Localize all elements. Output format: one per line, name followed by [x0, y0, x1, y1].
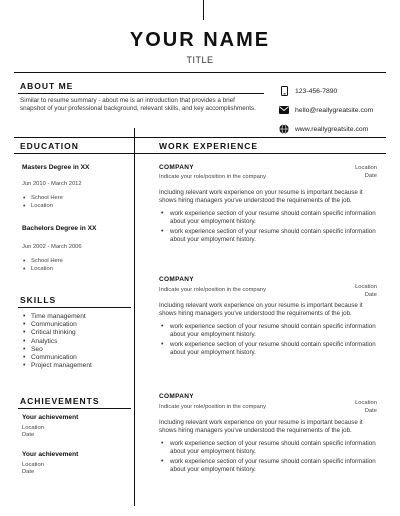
- job-location-date: [355, 283, 377, 299]
- about-text: Similar to resume summary - about me is an introduction that provides a brief snapshot of your professional background, relevant skills, and key accomplishments.: [20, 97, 256, 113]
- job-bullet: • work experience section of your resume should contain specific information about your employment history.: [159, 341, 381, 357]
- contact-phone-row: [279, 84, 394, 98]
- work-job: [159, 164, 381, 246]
- job-company: COMPANY: [159, 164, 194, 171]
- education-heading: EDUCATION: [20, 141, 79, 151]
- skill-item: • Seo: [22, 346, 132, 354]
- top-divider-line: [203, 0, 204, 20]
- header-divider: [14, 72, 386, 73]
- email-icon: [279, 105, 289, 115]
- education-degree: Masters Degree in XX: [22, 164, 90, 171]
- achievement-location: Location: [22, 462, 44, 468]
- job-bullet: • work experience section of your resume should contain specific information about your employment history.: [159, 458, 381, 474]
- resume-title: TITLE: [186, 55, 214, 65]
- work-job: [159, 276, 381, 359]
- education-entry: [22, 225, 130, 273]
- job-bullets: [159, 323, 381, 357]
- job-bullet: • work experience section of your resume should contain specific information about your employment history.: [159, 210, 381, 226]
- about-underline: [18, 93, 264, 94]
- skills-list: [22, 313, 132, 370]
- job-bullet: • work experience section of your resume should contain specific information about your employment history.: [159, 228, 381, 244]
- job-role: Indicate your role/position in the company: [159, 404, 266, 410]
- job-company: COMPANY: [159, 276, 194, 283]
- list-item: • Location: [22, 203, 130, 210]
- job-location: Location: [355, 400, 377, 406]
- job-location: Location: [355, 165, 377, 171]
- contact-email-row: [279, 103, 394, 117]
- contact-block: [279, 84, 394, 136]
- job-date: Date: [364, 173, 377, 179]
- achievement-title: Your achievement: [22, 414, 79, 421]
- about-heading: ABOUT ME: [20, 81, 74, 91]
- skills-heading: SKILLS: [20, 295, 57, 305]
- job-role: Indicate your role/position in the company: [159, 174, 266, 180]
- job-description: Including relevant work experience on your resume is important because it shows hiring managers you've understood the requirements of the job.: [159, 189, 363, 204]
- phone-icon: [279, 86, 289, 96]
- sections-bottom-line: [14, 153, 386, 154]
- job-date: Date: [364, 292, 377, 298]
- job-role: Indicate your role/position in the company: [159, 287, 266, 293]
- achievement-date: Date: [22, 469, 35, 476]
- achievement-title: Your achievement: [22, 451, 79, 458]
- achievement-date: Date: [22, 432, 35, 439]
- job-bullets: [159, 440, 381, 474]
- job-description: Including relevant work experience on your resume is important because it shows hiring managers you've understood the requirements of the job.: [159, 419, 363, 434]
- globe-icon: [279, 124, 289, 134]
- job-location-date: [355, 164, 377, 180]
- education-dates: Jun 2010 - March 2012: [22, 181, 82, 187]
- contact-website-row: [279, 122, 394, 136]
- education-entry: [22, 164, 130, 210]
- achievements-heading: ACHIEVEMENTS: [20, 396, 100, 406]
- achievement-location: Location: [22, 425, 44, 431]
- job-description: Including relevant work experience on your resume is important because it shows hiring managers you've understood the requirements of the job.: [159, 302, 363, 317]
- job-company: COMPANY: [159, 393, 194, 400]
- education-degree: Bachelors Degree in XX: [22, 225, 97, 232]
- list-item: • School Here: [22, 258, 130, 265]
- education-dates: Jun 2002 - March 2006: [22, 244, 82, 250]
- resume-name: YOUR NAME: [129, 29, 271, 51]
- skill-item: • Analytics: [22, 338, 132, 346]
- achievement-entry: [22, 451, 130, 477]
- job-location: Location: [355, 284, 377, 290]
- column-divider: [134, 128, 135, 506]
- skill-item: • Project management: [22, 362, 132, 370]
- skill-item: • Time management: [22, 313, 132, 321]
- skills-underline: [18, 307, 131, 308]
- work-job: [159, 393, 381, 476]
- sections-top-line: [14, 137, 386, 138]
- education-details: [22, 195, 130, 210]
- job-location-date: [355, 399, 377, 415]
- job-bullets: [159, 210, 381, 244]
- job-date: Date: [364, 408, 377, 414]
- achievement-entry: [22, 414, 130, 440]
- skill-item: • Communication: [22, 354, 132, 362]
- list-item: • School Here: [22, 195, 130, 202]
- achievements-underline: [18, 408, 131, 409]
- work-heading: WORK EXPERIENCE: [159, 141, 259, 151]
- list-item: • Location: [22, 266, 130, 273]
- contact-website[interactable]: www.reallygreatsite.com: [295, 125, 369, 133]
- skill-item: • Critical thinking: [22, 329, 132, 337]
- contact-phone: 123-456-7890: [295, 87, 338, 95]
- education-details: [22, 258, 130, 273]
- contact-email[interactable]: hello@reallygreatsite.com: [295, 106, 374, 114]
- job-bullet: • work experience section of your resume should contain specific information about your employment history.: [159, 323, 381, 339]
- skill-item: • Communication: [22, 321, 132, 329]
- job-bullet: • work experience section of your resume should contain specific information about your employment history.: [159, 440, 381, 456]
